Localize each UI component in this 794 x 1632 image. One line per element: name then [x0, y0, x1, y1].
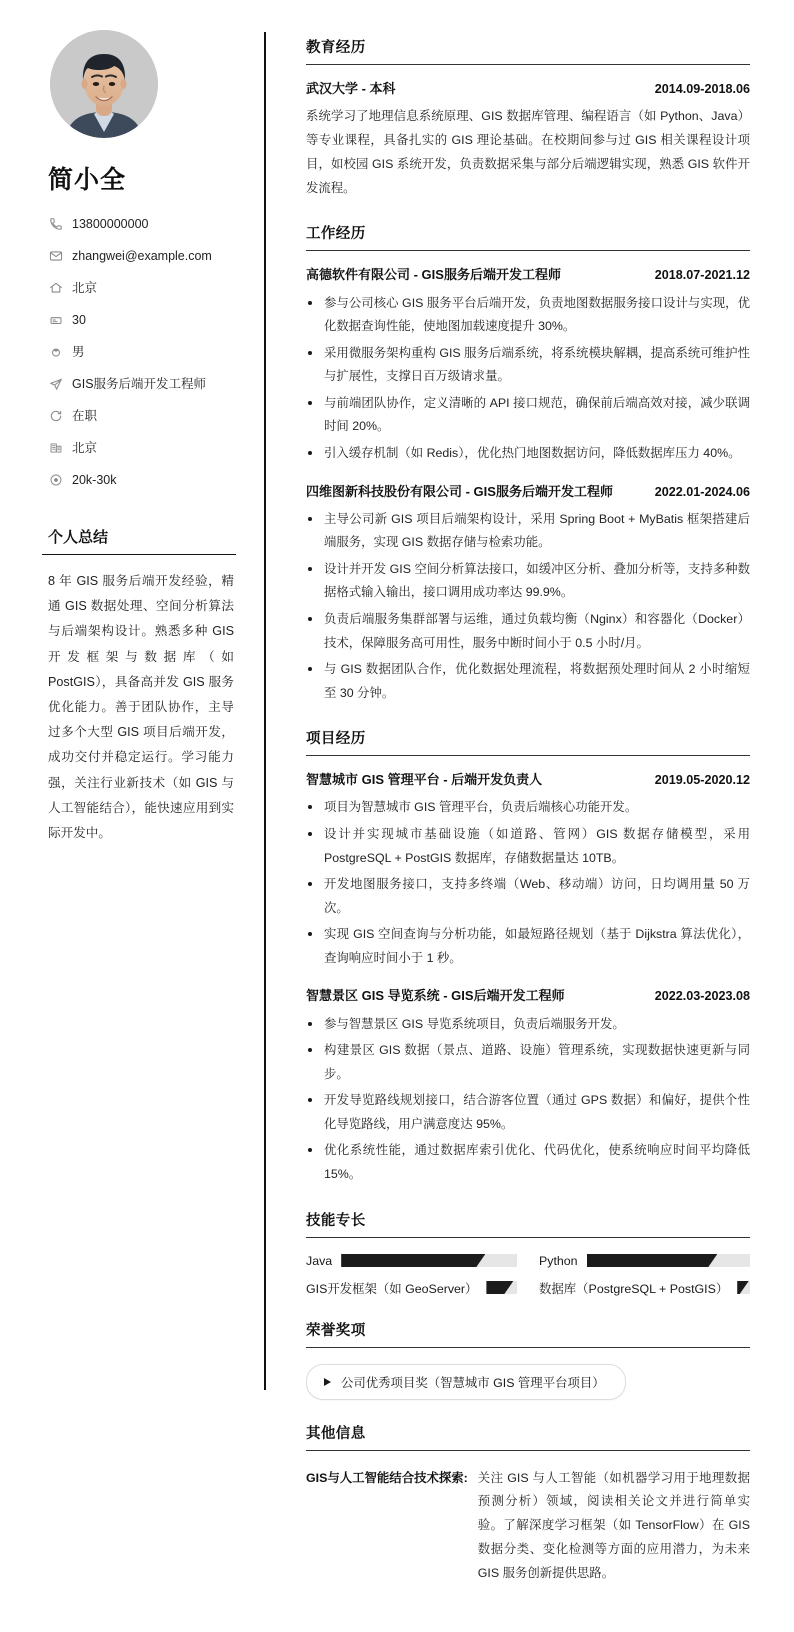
bullet-item: 负责后端服务集群部署与运维，通过负载均衡（Nginx）和容器化（Docker）技术，保障服务高可用性，服务中断时间小于 0.5 小时/月。 [306, 608, 750, 655]
summary-title: 个人总结 [42, 526, 236, 555]
section-title-education: 教育经历 [306, 36, 750, 65]
refresh-icon [48, 409, 63, 424]
contact-value: zhangwei@example.com [72, 248, 212, 263]
contact-value: 20k-30k [72, 472, 117, 487]
skill-bar-fill [341, 1254, 485, 1267]
entry-title: 智慧城市 GIS 管理平台 - 后端开发负责人 [306, 772, 543, 788]
portrait-photo-icon [50, 30, 158, 138]
skill-bar-fill [587, 1254, 718, 1267]
skill-item [539, 1254, 750, 1268]
summary-section [42, 526, 240, 846]
main-content [264, 0, 794, 1632]
section-projects [306, 727, 750, 1186]
contact-list [48, 212, 240, 492]
contact-item-salary [48, 468, 240, 492]
entry-title: 智慧景区 GIS 导览系统 - GIS后端开发工程师 [306, 988, 565, 1004]
skills-grid [306, 1254, 750, 1297]
phone-icon [48, 217, 63, 232]
skill-label: Python [539, 1253, 578, 1268]
entry-date: 2022.01-2024.06 [654, 484, 750, 499]
entry-header [306, 771, 750, 789]
contact-value: 在职 [72, 408, 98, 423]
entry-date: 2014.09-2018.06 [654, 82, 750, 96]
contact-item-phone [48, 212, 240, 236]
skill-bar-track [341, 1254, 517, 1267]
contact-value: 13800000000 [72, 216, 149, 231]
contact-value: 30 [72, 312, 86, 327]
section-work [306, 222, 750, 705]
bullet-list [306, 1013, 750, 1187]
bullet-item: 设计并开发 GIS 空间分析算法接口，如缓冲区分析、叠加分析等，支持多种数据格式输入输出，接口调用成功率达 99.9%。 [306, 558, 750, 605]
contact-item-workplace [48, 436, 240, 460]
bullet-item: 采用微服务架构重构 GIS 服务后端系统，将系统模块解耦，提高系统可维护性与扩展性，支撑日百万级请求量。 [306, 342, 750, 389]
bullet-item: 开发导览路线规划接口，结合游客位置（通过 GPS 数据）和偏好，提供个性化导览路线，用户满意度达 95%。 [306, 1089, 750, 1136]
section-title-awards: 荣誉奖项 [306, 1319, 750, 1348]
skill-label: GIS开发框架（如 GeoServer） [306, 1281, 478, 1296]
column-divider [264, 32, 266, 1390]
work-entry [306, 483, 750, 706]
award-label: 公司优秀项目奖（智慧城市 GIS 管理平台项目） [341, 1375, 605, 1390]
section-skills [306, 1209, 750, 1297]
contact-value: GIS服务后端开发工程师 [72, 376, 207, 391]
entry-date: 2022.03-2023.08 [654, 989, 750, 1004]
contact-item-position [48, 372, 240, 396]
bullet-item: 参与智慧景区 GIS 导览系统项目，负责后端服务开发。 [306, 1013, 750, 1037]
section-title-work: 工作经历 [306, 222, 750, 251]
summary-text: 8 年 GIS 服务后端开发经验，精通 GIS 数据处理、空间分析算法与后端架构设计。熟悉多种 GIS 开发框架与数据库（如 PostGIS），具备高并发 GIS 服务优化能力。善于团队协作，主导过多个大型 GIS 项目后端开发，成功交付并稳定运行。学习能力强，关注行业新技术（如 GIS 与人工智能结合），能快速应用到实际开发中。 [48, 574, 234, 840]
project-entry [306, 987, 750, 1186]
skill-item [306, 1279, 517, 1297]
entry-header [306, 266, 750, 284]
entry-title: 武汉大学 - 本科 [306, 81, 396, 96]
home-icon [48, 281, 63, 296]
bullet-item: 参与公司核心 GIS 服务平台后端开发，负责地图数据服务接口设计与实现，优化数据查询性能，使地图加载速度提升 30%。 [306, 292, 750, 339]
contact-item-location [48, 276, 240, 300]
entry-date: 2019.05-2020.12 [654, 773, 750, 788]
gender-icon [48, 345, 63, 360]
section-title-skills: 技能专长 [306, 1209, 750, 1238]
contact-item-email [48, 244, 240, 268]
paper-plane-icon [48, 377, 63, 392]
skill-item [539, 1279, 750, 1297]
skill-bar-track [587, 1254, 750, 1267]
bullet-list [306, 508, 750, 706]
bullet-item: 与前端团队协作，定义清晰的 API 接口规范，确保前后端高效对接，减少联调时间 20%。 [306, 392, 750, 439]
other-info-text: 关注 GIS 与人工智能（如机器学习用于地理数据预测分析）领域，阅读相关论文并进行简单实验。了解深度学习框架（如 TensorFlow）在 GIS 数据分类、变化检测等方面的应用潜力，为未来 GIS 服务创新提供思路。 [477, 1470, 750, 1580]
bullet-list [306, 292, 750, 466]
skill-bar-fill [486, 1281, 513, 1294]
section-other-info [306, 1422, 750, 1586]
bullet-item: 实现 GIS 空间查询与分析功能，如最短路径规划（基于 Dijkstra 算法优化），查询响应时间小于 1 秒。 [306, 923, 750, 970]
contact-item-age [48, 308, 240, 332]
bullet-item: 引入缓存机制（如 Redis），优化热门地图数据访问，降低数据库压力 40%。 [306, 442, 750, 466]
contact-value: 男 [72, 344, 85, 359]
bullet-item: 设计并实现城市基础设施（如道路、管网）GIS 数据存储模型，采用 PostgreSQL + PostGIS 数据库，存储数据量达 10TB。 [306, 823, 750, 870]
envelope-icon [48, 249, 63, 264]
bullet-item: 构建景区 GIS 数据（景点、道路、设施）管理系统，实现数据快速更新与同步。 [306, 1039, 750, 1086]
contact-item-gender [48, 340, 240, 364]
avatar [50, 30, 158, 138]
contact-item-status [48, 404, 240, 428]
entry-description: 系统学习了地理信息系统原理、GIS 数据库管理、编程语言（如 Python、Java）等专业课程，具备扎实的 GIS 理论基础。在校期间参与过 GIS 相关课程设计项目，如校园 GIS 系统开发，负责数据采集与部分后端逻辑实现，熟悉 GIS 软件开发流程。 [306, 109, 750, 195]
skill-bar-fill [737, 1281, 748, 1294]
skill-bar-track [737, 1281, 750, 1294]
bullet-list [306, 796, 750, 970]
skill-label: 数据库（PostgreSQL + PostGIS） [539, 1281, 729, 1296]
section-education [306, 36, 750, 200]
building-icon [48, 441, 63, 456]
triangle-marker-icon [324, 1378, 331, 1386]
section-title-projects: 项目经历 [306, 727, 750, 756]
entry-title: 高德软件有限公司 - GIS服务后端开发工程师 [306, 267, 561, 283]
section-title-other-info: 其他信息 [306, 1422, 750, 1451]
other-info-label: GIS与人工智能结合技术探索: [306, 1470, 468, 1485]
project-entry [306, 771, 750, 970]
bullet-item: 开发地图服务接口，支持多终端（Web、移动端）访问，日均调用量 50 万次。 [306, 873, 750, 920]
id-card-icon [48, 313, 63, 328]
contact-value: 北京 [72, 280, 98, 295]
award-pill[interactable] [306, 1364, 626, 1400]
contact-value: 北京 [72, 440, 98, 455]
other-info-item [306, 1467, 750, 1586]
skill-label: Java [306, 1253, 333, 1268]
entry-title: 四维图新科技股份有限公司 - GIS服务后端开发工程师 [306, 483, 613, 499]
work-entry [306, 266, 750, 465]
bullet-item: 项目为智慧城市 GIS 管理平台，负责后端核心功能开发。 [306, 796, 750, 820]
award-row [306, 1364, 750, 1400]
section-awards [306, 1319, 750, 1400]
target-icon [48, 473, 63, 488]
sidebar [0, 0, 264, 876]
skill-bar-track [486, 1281, 517, 1294]
profile-name: 简小全 [48, 166, 127, 194]
bullet-item: 优化系统性能，通过数据库索引优化、代码优化，使系统响应时间平均降低 15%。 [306, 1139, 750, 1186]
entry-header [306, 483, 750, 501]
entry-header [306, 987, 750, 1005]
skill-item [306, 1254, 517, 1268]
entry-header [306, 80, 750, 98]
bullet-item: 与 GIS 数据团队合作，优化数据处理流程，将数据预处理时间从 2 小时缩短至 30 分钟。 [306, 658, 750, 705]
education-entry [306, 80, 750, 200]
entry-date: 2018.07-2021.12 [654, 268, 750, 283]
bullet-item: 主导公司新 GIS 项目后端架构设计，采用 Spring Boot + MyBatis 框架搭建后端服务，实现 GIS 数据存储与检索功能。 [306, 508, 750, 555]
